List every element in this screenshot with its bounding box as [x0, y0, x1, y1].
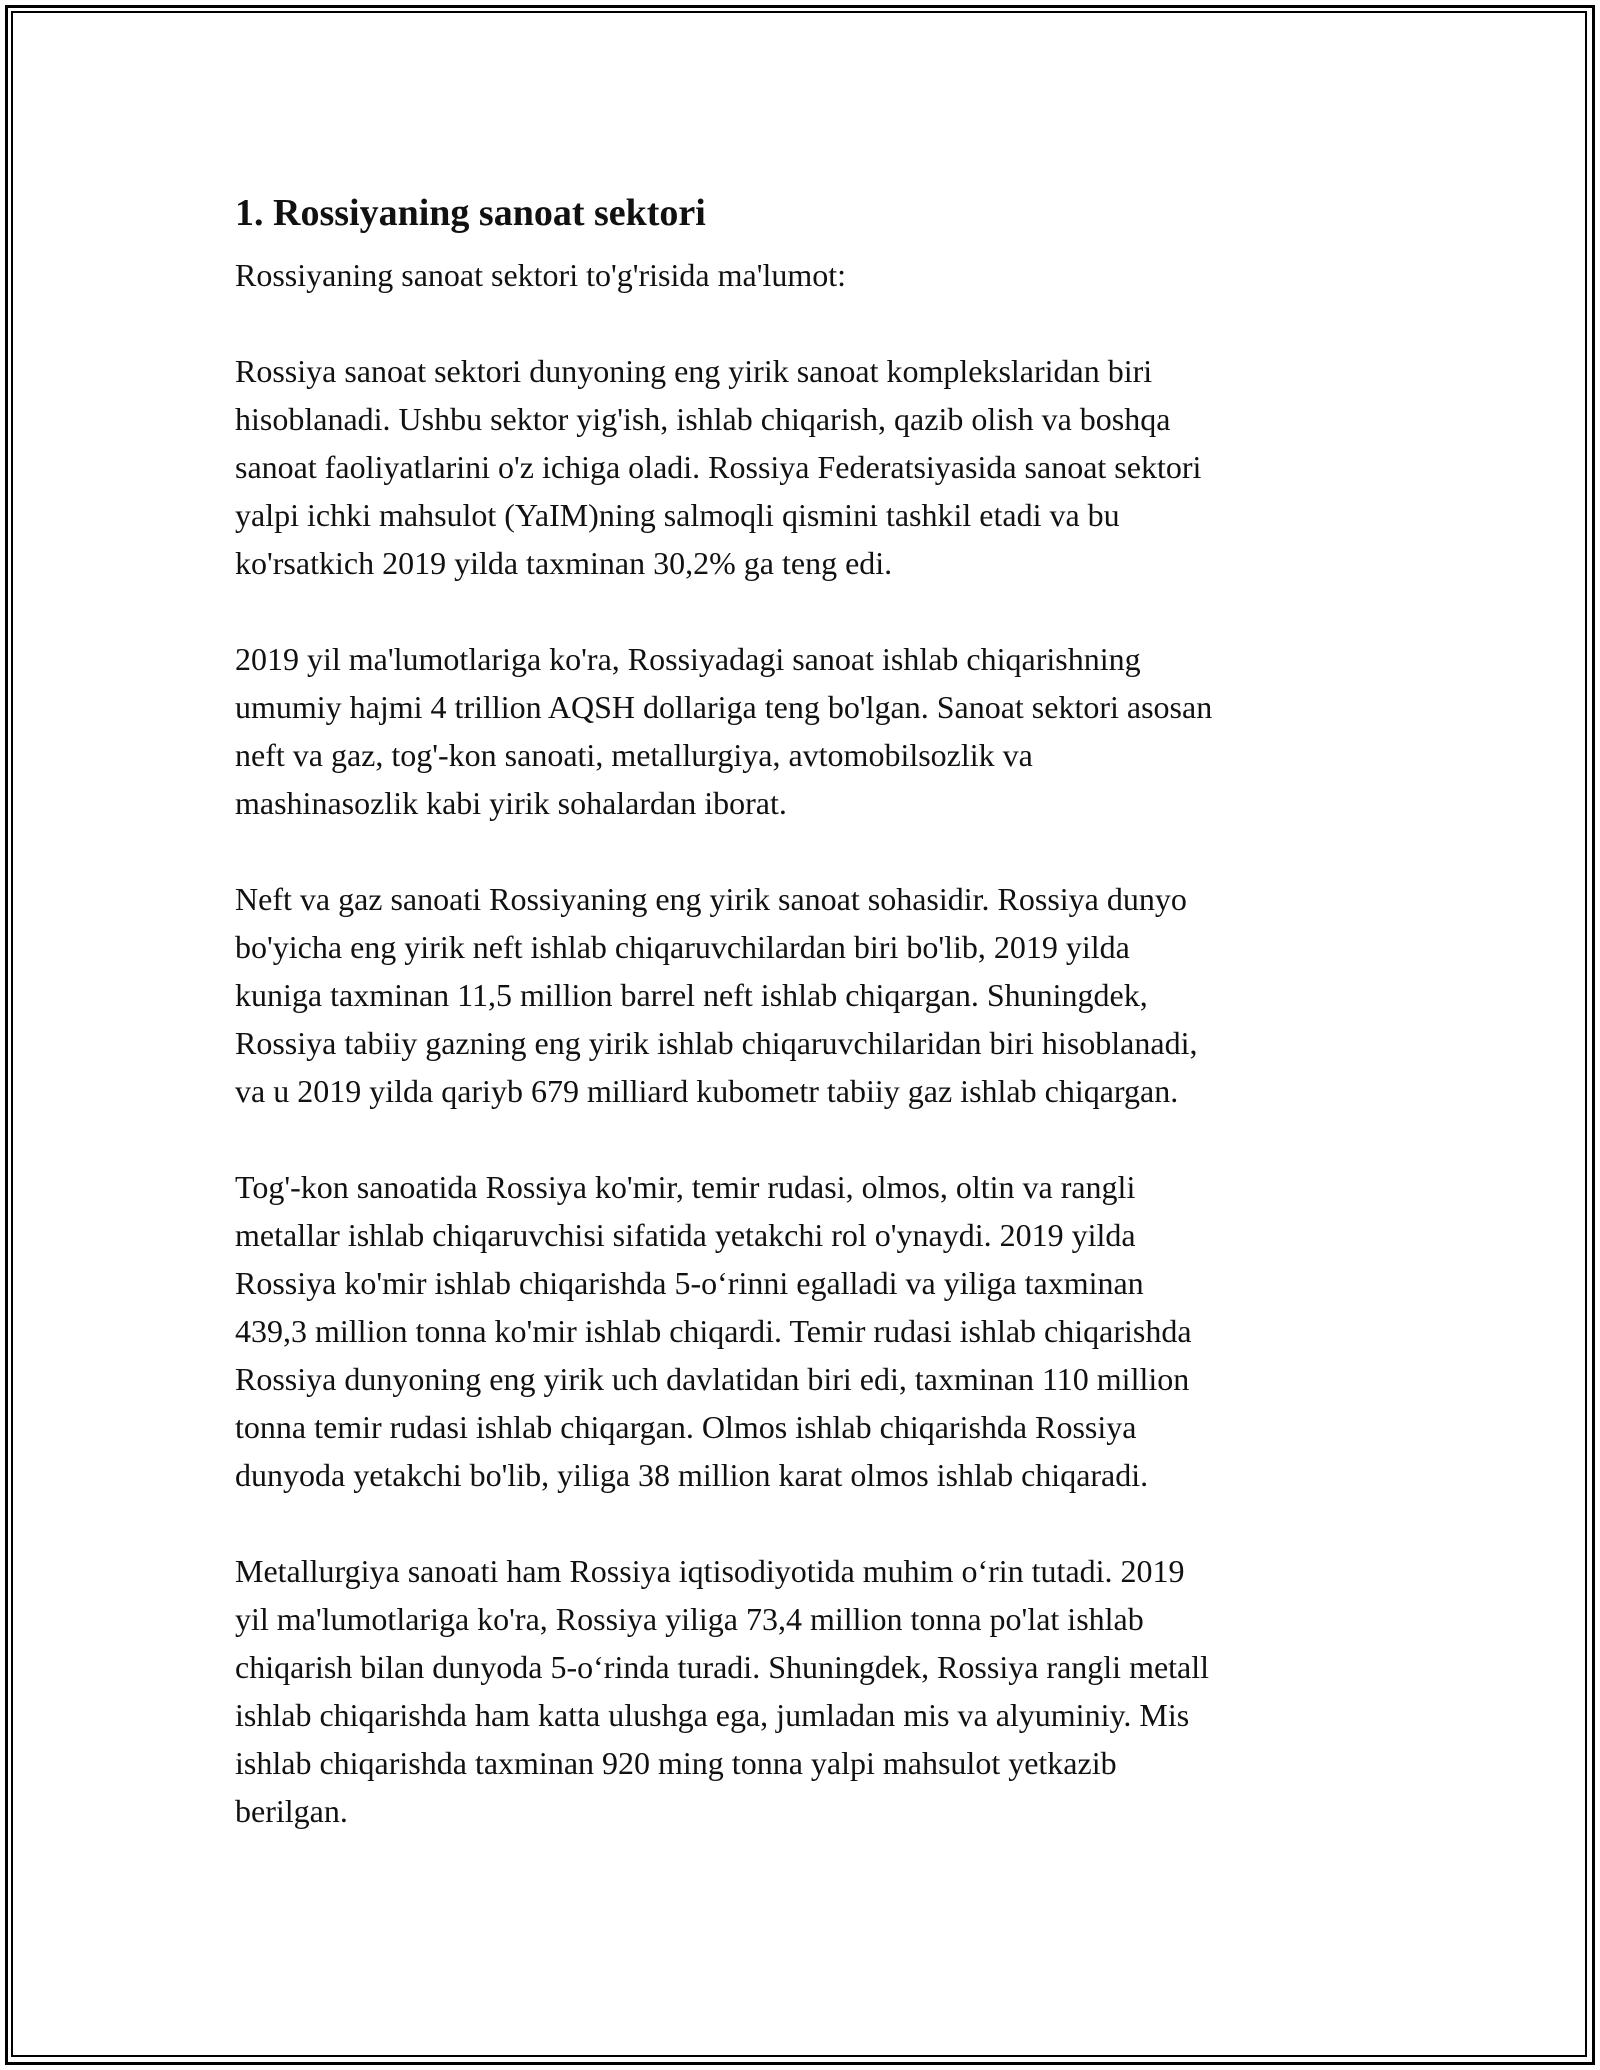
text-line: hisoblanadi. Ushbu sektor yig'ish, ishlab chiqarish, qazib olish va boshqa — [235, 401, 1171, 437]
paragraph-5 — [235, 1547, 1375, 1835]
text-line: va u 2019 yilda qariyb 679 milliard kubometr tabiiy gaz ishlab chiqargan. — [235, 1073, 1179, 1109]
text-line: Rossiya dunyoning eng yirik uch davlatidan biri edi, taxminan 110 million — [235, 1361, 1190, 1397]
paragraph-4 — [235, 1163, 1375, 1499]
document-body — [235, 185, 1375, 1883]
text-line: tonna temir rudasi ishlab chiqargan. Olmos ishlab chiqarishda Rossiya — [235, 1409, 1137, 1445]
intro-line: Rossiyaning sanoat sektori to'g'risida ma'lumot: — [235, 257, 847, 293]
paragraph-1 — [235, 347, 1375, 587]
section-heading: 1. Rossiyaning sanoat sektori — [235, 192, 706, 234]
text-line: Neft va gaz sanoati Rossiyaning eng yirik sanoat sohasidir. Rossiya dunyo — [235, 881, 1187, 917]
text-line: Metallurgiya sanoati ham Rossiya iqtisodiyotida muhim o‘rin tutadi. 2019 — [235, 1553, 1185, 1589]
text-line: mashinasozlik kabi yirik sohalardan iborat. — [235, 785, 787, 821]
text-line: ko'rsatkich 2019 yilda taxminan 30,2% ga teng edi. — [235, 545, 893, 581]
text-line: dunyoda yetakchi bo'lib, yiliga 38 million karat olmos ishlab chiqaradi. — [235, 1457, 1149, 1493]
text-line: Rossiya ko'mir ishlab chiqarishda 5-o‘rinni egalladi va yiliga taxminan — [235, 1265, 1144, 1301]
text-line: yil ma'lumotlariga ko'ra, Rossiya yiliga 73,4 million tonna po'lat ishlab — [235, 1601, 1144, 1637]
text-line: berilgan. — [235, 1793, 348, 1829]
text-line: bo'yicha eng yirik neft ishlab chiqaruvchilardan biri bo'lib, 2019 yilda — [235, 929, 1130, 965]
text-line: ishlab chiqarishda ham katta ulushga ega, jumladan mis va alyuminiy. Mis — [235, 1697, 1190, 1733]
text-line: 2019 yil ma'lumotlariga ko'ra, Rossiyadagi sanoat ishlab chiqarishning — [235, 641, 1141, 677]
text-line: umumiy hajmi 4 trillion AQSH dollariga teng bo'lgan. Sanoat sektori asosan — [235, 689, 1213, 725]
text-line: Tog'-kon sanoatida Rossiya ko'mir, temir rudasi, olmos, oltin va rangli — [235, 1169, 1136, 1205]
text-line: sanoat faoliyatlarini o'z ichiga oladi. Rossiya Federatsiyasida sanoat sektori — [235, 449, 1202, 485]
text-line: 439,3 million tonna ko'mir ishlab chiqardi. Temir rudasi ishlab chiqarishda — [235, 1313, 1192, 1349]
text-line: kuniga taxminan 11,5 million barrel neft ishlab chiqargan. Shuningdek, — [235, 977, 1148, 1013]
text-line: chiqarish bilan dunyoda 5-o‘rinda turadi. Shuningdek, Rossiya rangli metall — [235, 1649, 1210, 1685]
text-line: yalpi ichki mahsulot (YaIM)ning salmoqli qismini tashkil etadi va bu — [235, 497, 1120, 533]
text-line: Rossiya tabiiy gazning eng yirik ishlab chiqaruvchilaridan biri hisoblanadi, — [235, 1025, 1198, 1061]
paragraph-2 — [235, 635, 1375, 827]
text-line: neft va gaz, tog'-kon sanoati, metallurgiya, avtomobilsozlik va — [235, 737, 1033, 773]
text-line: Rossiya sanoat sektori dunyoning eng yirik sanoat komplekslaridan biri — [235, 353, 1153, 389]
paragraph-3 — [235, 875, 1375, 1115]
text-line: ishlab chiqarishda taxminan 920 ming tonna yalpi mahsulot yetkazib — [235, 1745, 1117, 1781]
text-line: metallar ishlab chiqaruvchisi sifatida yetakchi rol o'ynaydi. 2019 yilda — [235, 1217, 1136, 1253]
